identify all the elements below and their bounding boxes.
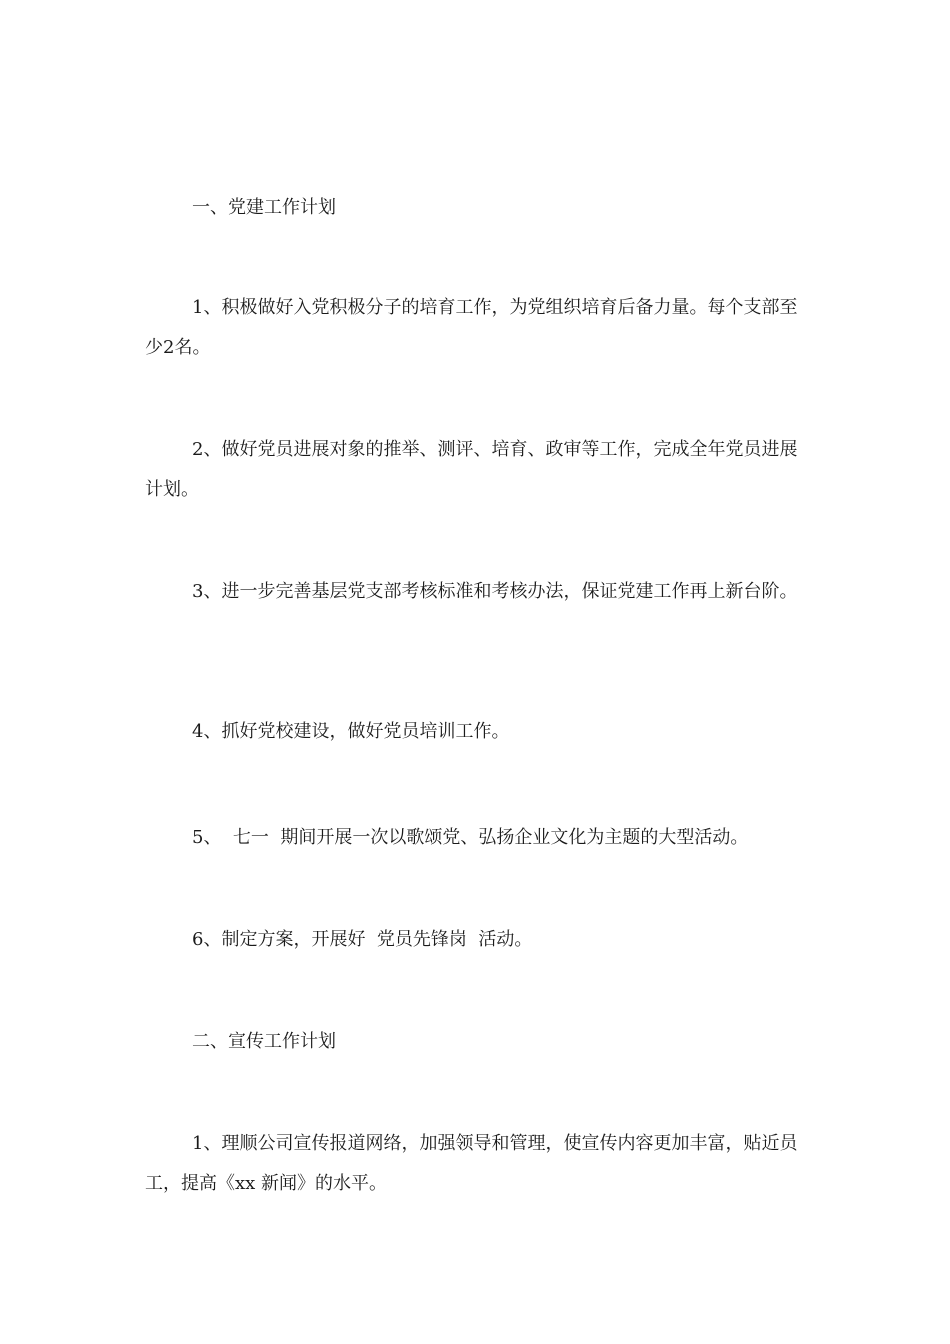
paragraph-item-3: 3、进一步完善基层党支部考核标准和考核办法，保证党建工作再上新台阶。: [192, 581, 798, 602]
paragraph-item-4: 4、抓好党校建设，做好党员培训工作。: [192, 721, 510, 742]
paragraph-item-1: 1、积极做好入党积极分子的培育工作，为党组织培育后备力量。每个支部至少2名。: [145, 297, 798, 358]
section-heading-publicity: 二、宣传工作计划: [192, 1031, 336, 1052]
paragraph-item-5: 5、 七一 期间开展一次以歌颂党、弘扬企业文化为主题的大型活动。: [192, 827, 749, 848]
paragraph-item-2: 2、做好党员进展对象的推举、测评、培育、政审等工作，完成全年党员进展计划。: [145, 439, 798, 500]
paragraph-publicity-item-1: 1、理顺公司宣传报道网络，加强领导和管理，使宣传内容更加丰富，贴近员工，提高《xx 新闻》的水平。: [145, 1133, 798, 1194]
paragraph-item-6: 6、制定方案，开展好 党员先锋岗 活动。: [192, 929, 533, 950]
section-heading-party-building: 一、党建工作计划: [192, 197, 336, 218]
